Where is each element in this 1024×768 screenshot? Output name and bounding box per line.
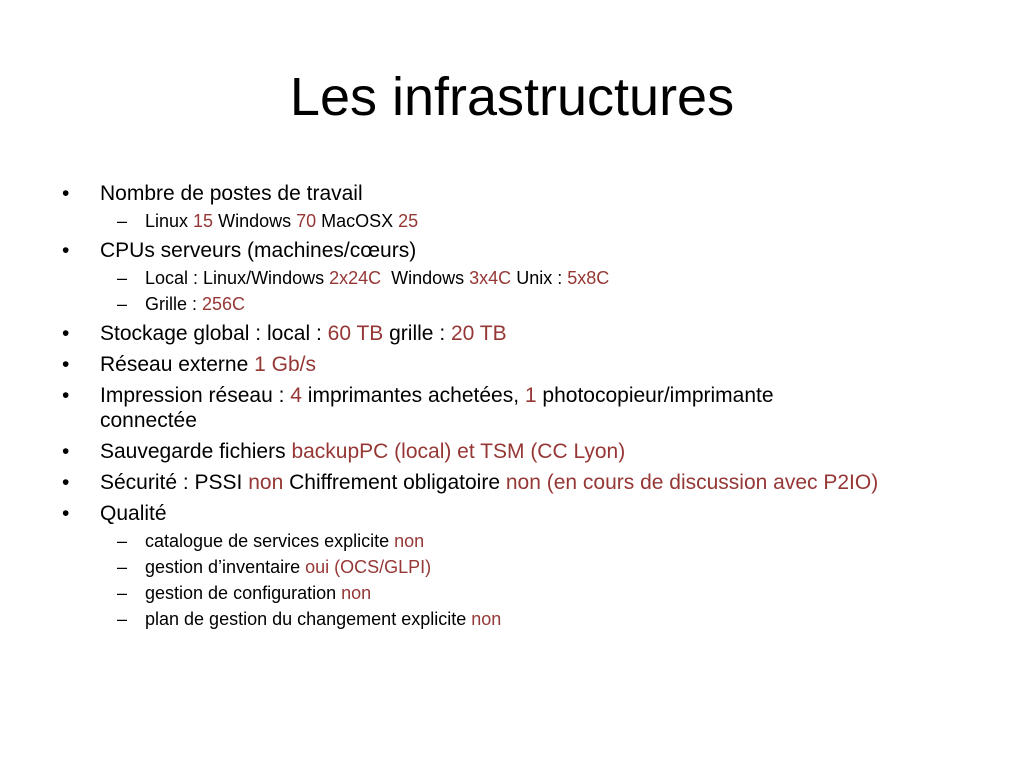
bullet-group <box>0 470 1024 495</box>
bullet-item <box>0 321 960 346</box>
dash-marker: – <box>117 557 128 577</box>
bullet-group <box>0 181 1024 232</box>
highlighted-value: 3x4C <box>469 268 512 288</box>
highlighted-value: 15 <box>193 211 214 231</box>
sub-bullet-text <box>145 531 424 551</box>
sub-bullet-text <box>145 557 431 577</box>
text-segment: Local : Linux/Windows <box>145 268 330 288</box>
highlighted-value: backupPC (local) et TSM (CC Lyon) <box>291 440 626 463</box>
bullet-group <box>0 352 1024 377</box>
sub-bullet-item <box>0 210 960 232</box>
dash-marker: – <box>117 294 128 314</box>
text-segment: Nombre de postes de travail <box>100 182 363 205</box>
highlighted-value: 2x24C <box>329 268 382 288</box>
dash-marker: – <box>117 609 128 629</box>
text-segment: Sauvegarde fichiers <box>100 440 292 463</box>
sub-bullet-text <box>145 268 609 288</box>
bullet-group <box>0 321 1024 346</box>
bullet-marker: • <box>62 502 70 525</box>
sub-bullet-text <box>145 294 245 314</box>
bullet-list <box>0 181 1024 630</box>
highlighted-value: non <box>471 609 502 629</box>
bullet-group <box>0 383 1024 433</box>
sub-bullet-text <box>145 609 501 629</box>
highlighted-value: 1 <box>524 384 537 407</box>
highlighted-value: non <box>341 583 372 603</box>
sub-bullet-item <box>0 608 960 630</box>
bullet-marker: • <box>62 384 70 407</box>
highlighted-value: non <box>394 531 425 551</box>
text-segment: Chiffrement obligatoire <box>283 471 506 494</box>
bullet-marker: • <box>62 440 70 463</box>
sub-bullet-item <box>0 582 960 604</box>
text-segment: Windows <box>213 211 297 231</box>
text-segment: Impression réseau : <box>100 384 291 407</box>
text-segment: imprimantes achetées, <box>301 384 525 407</box>
bullet-text <box>100 182 363 205</box>
highlighted-value: non <box>248 471 284 494</box>
highlighted-value: oui (OCS/GLPI) <box>305 557 432 577</box>
bullet-marker: • <box>62 239 70 262</box>
highlighted-value: 70 <box>296 211 317 231</box>
highlighted-value: 60 TB <box>327 322 384 345</box>
bullet-text <box>100 353 316 376</box>
text-segment: photocopieur/imprimante connectée <box>100 384 774 432</box>
dash-marker: – <box>117 531 128 551</box>
bullet-item <box>0 352 960 377</box>
bullet-text <box>100 322 507 345</box>
text-segment: Grille : <box>145 294 203 314</box>
highlighted-value: 4 <box>290 384 302 407</box>
bullet-group <box>0 501 1024 630</box>
text-segment: gestion d’inventaire <box>145 557 306 577</box>
highlighted-value: 20 TB <box>450 322 507 345</box>
slide-title: Les infrastructures <box>289 67 735 127</box>
dash-marker: – <box>117 583 128 603</box>
text-segment: gestion de configuration <box>145 583 342 603</box>
highlighted-value: 256C <box>202 294 246 314</box>
text-segment: MacOSX <box>316 211 399 231</box>
sub-bullet-text <box>145 211 418 231</box>
bullet-marker: • <box>62 471 70 494</box>
highlighted-value: 1 Gb/s <box>254 353 316 376</box>
text-segment: grille : <box>383 322 451 345</box>
text-segment: Stockage global : local : <box>100 322 328 345</box>
bullet-text <box>100 239 416 262</box>
highlighted-value: non (en cours de discussion avec P2IO) <box>505 471 879 494</box>
bullet-item <box>0 383 960 433</box>
bullet-group <box>0 439 1024 464</box>
bullet-marker: • <box>62 322 70 345</box>
bullet-marker: • <box>62 182 70 205</box>
bullet-group <box>0 238 1024 315</box>
bullet-item <box>0 238 960 263</box>
text-segment: Réseau externe <box>100 353 255 376</box>
text-segment: Unix : <box>511 268 568 288</box>
sub-bullet-item <box>0 267 960 289</box>
bullet-text <box>100 471 878 494</box>
highlighted-value: 25 <box>398 211 419 231</box>
text-segment: CPUs serveurs (machines/cœurs) <box>100 239 417 262</box>
text-segment: Windows <box>381 268 470 288</box>
sub-bullet-text <box>145 583 371 603</box>
bullet-item <box>0 181 960 206</box>
bullet-item <box>0 470 960 495</box>
bullet-item <box>0 501 960 526</box>
bullet-text <box>100 502 167 525</box>
text-segment: plan de gestion du changement explicite <box>145 609 472 629</box>
sub-bullet-item <box>0 556 960 578</box>
dash-marker: – <box>117 211 128 231</box>
sub-bullet-item <box>0 530 960 552</box>
text-segment: Qualité <box>100 502 167 525</box>
dash-marker: – <box>117 268 128 288</box>
sub-bullet-item <box>0 293 960 315</box>
text-segment: Sécurité : PSSI <box>100 471 249 494</box>
bullet-text <box>100 440 625 463</box>
bullet-item <box>0 439 960 464</box>
highlighted-value: 5x8C <box>567 268 610 288</box>
bullet-marker: • <box>62 353 70 376</box>
text-segment: Linux <box>145 211 194 231</box>
bullet-text <box>100 384 774 432</box>
text-segment: catalogue de services explicite <box>145 531 395 551</box>
